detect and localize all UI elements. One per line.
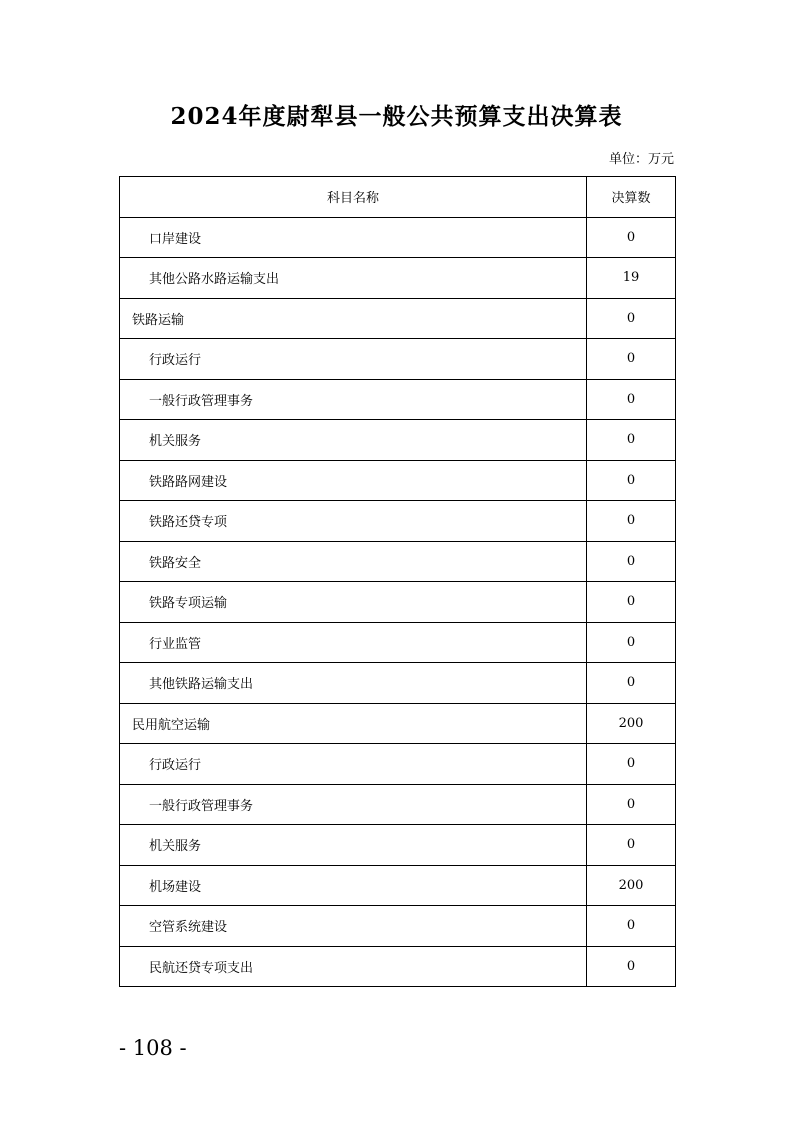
table-row: [120, 298, 676, 339]
page-number: - 108 -: [119, 1036, 187, 1060]
row-item-name: 行政运行: [120, 744, 587, 785]
row-item-value: 0: [587, 501, 676, 542]
row-item-value: 0: [587, 420, 676, 461]
row-item-value: 200: [587, 865, 676, 906]
table-row: [120, 501, 676, 542]
table-header-row: [120, 177, 676, 218]
table-row: [120, 339, 676, 380]
row-item-value: 0: [587, 784, 676, 825]
row-item-value: 0: [587, 379, 676, 420]
row-item-name: 铁路运输: [120, 298, 587, 339]
row-item-value: 0: [587, 460, 676, 501]
row-item-value: 0: [587, 298, 676, 339]
table-row: [120, 703, 676, 744]
row-item-value: 0: [587, 663, 676, 704]
row-item-value: 0: [587, 906, 676, 947]
column-header-name: 科目名称: [120, 177, 587, 218]
row-item-value: 0: [587, 217, 676, 258]
table-row: [120, 258, 676, 299]
table-row: [120, 784, 676, 825]
row-item-name: 铁路安全: [120, 541, 587, 582]
row-item-value: 0: [587, 744, 676, 785]
row-item-name: 铁路还贷专项: [120, 501, 587, 542]
row-item-name: 其他铁路运输支出: [120, 663, 587, 704]
row-item-name: 行业监管: [120, 622, 587, 663]
table-row: [120, 946, 676, 987]
row-item-name: 民航还贷专项支出: [120, 946, 587, 987]
row-item-name: 空管系统建设: [120, 906, 587, 947]
table-row: [120, 744, 676, 785]
table-row: [120, 217, 676, 258]
document-title: 2024年度尉犁县一般公共预算支出决算表: [170, 103, 623, 130]
table-row: [120, 906, 676, 947]
row-item-value: 0: [587, 825, 676, 866]
table-row: [120, 622, 676, 663]
table-row: [120, 420, 676, 461]
row-item-name: 机关服务: [120, 420, 587, 461]
row-item-name: 铁路路网建设: [120, 460, 587, 501]
row-item-name: 其他公路水路运输支出: [120, 258, 587, 299]
column-header-value: 决算数: [587, 177, 676, 218]
unit-label: 单位：万元: [608, 152, 674, 167]
table-row: [120, 865, 676, 906]
row-item-value: 0: [587, 622, 676, 663]
row-item-name: 行政运行: [120, 339, 587, 380]
row-item-value: 200: [587, 703, 676, 744]
row-item-value: 0: [587, 339, 676, 380]
table-body: [120, 217, 676, 987]
row-item-value: 0: [587, 541, 676, 582]
row-item-value: 0: [587, 582, 676, 623]
table-row: [120, 379, 676, 420]
budget-table: [119, 176, 676, 987]
row-item-value: 19: [587, 258, 676, 299]
row-item-name: 一般行政管理事务: [120, 379, 587, 420]
row-item-name: 机场建设: [120, 865, 587, 906]
table-row: [120, 460, 676, 501]
row-item-name: 机关服务: [120, 825, 587, 866]
row-item-name: 民用航空运输: [120, 703, 587, 744]
table-row: [120, 663, 676, 704]
row-item-name: 一般行政管理事务: [120, 784, 587, 825]
table-row: [120, 541, 676, 582]
table-row: [120, 825, 676, 866]
row-item-value: 0: [587, 946, 676, 987]
row-item-name: 口岸建设: [120, 217, 587, 258]
row-item-name: 铁路专项运输: [120, 582, 587, 623]
table-row: [120, 582, 676, 623]
